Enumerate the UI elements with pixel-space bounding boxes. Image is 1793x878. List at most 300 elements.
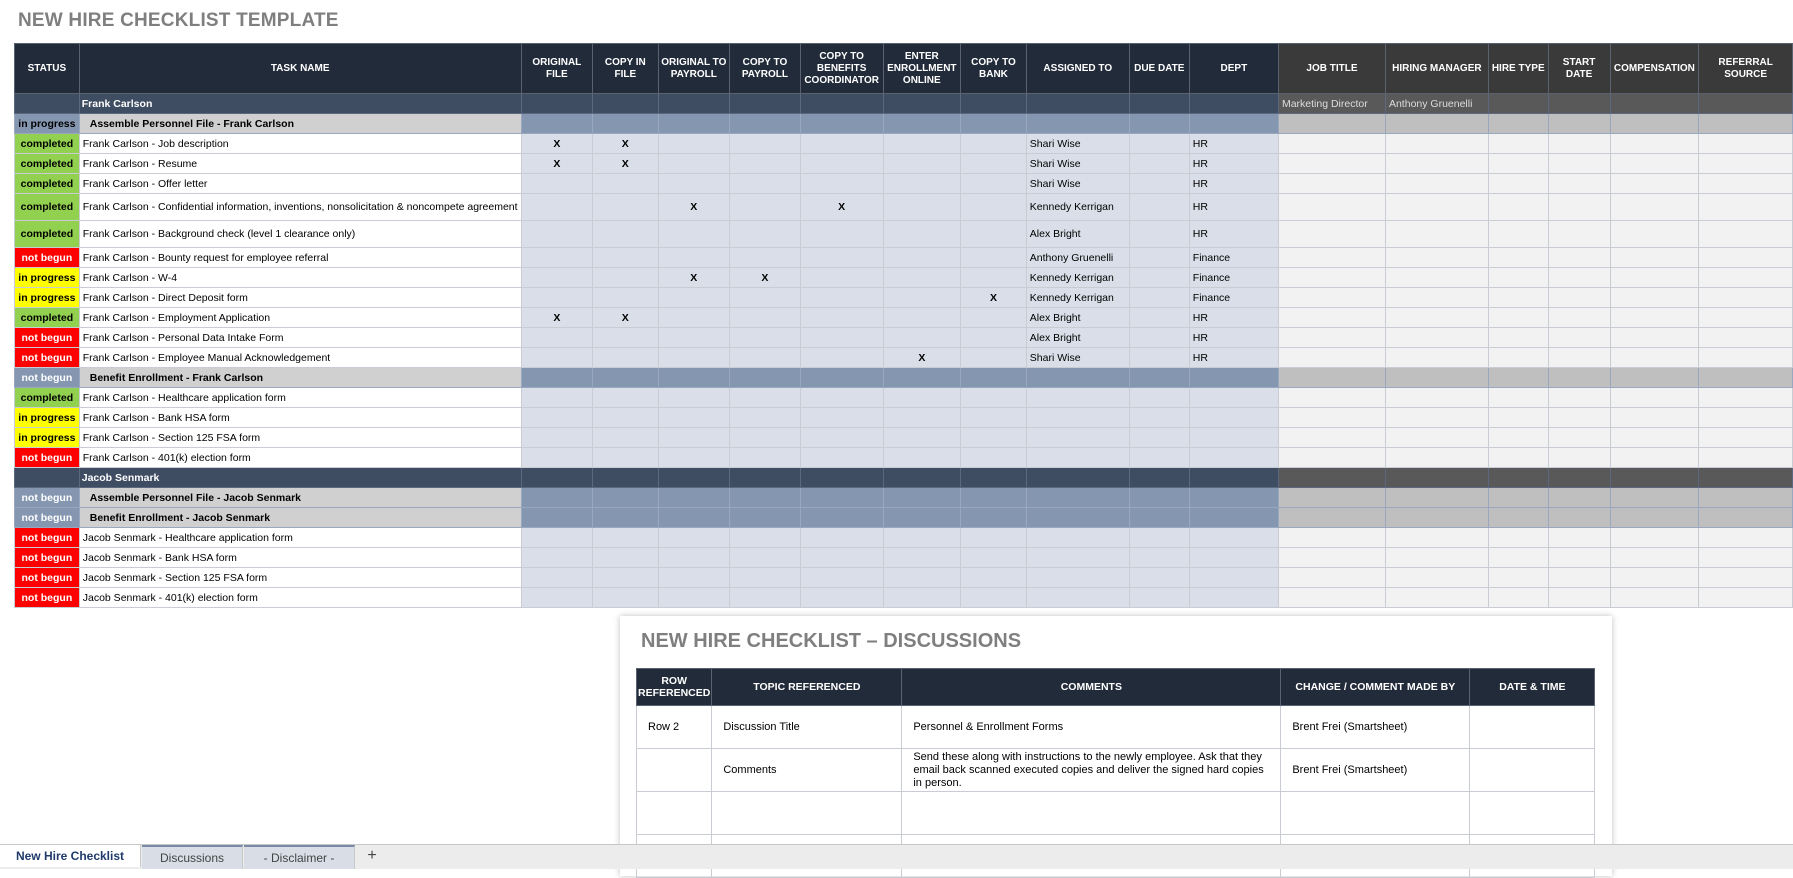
checkbox-cell[interactable]: X bbox=[521, 308, 593, 328]
assigned-cell[interactable]: Alex Bright bbox=[1026, 308, 1129, 328]
referral-cell[interactable] bbox=[1699, 528, 1793, 548]
job-cell[interactable] bbox=[1278, 348, 1385, 368]
checkbox-cell[interactable] bbox=[521, 328, 593, 348]
referral-cell[interactable] bbox=[1699, 568, 1793, 588]
task-name-cell[interactable]: Frank Carlson - Employee Manual Acknowledgement bbox=[79, 348, 521, 368]
checkbox-cell[interactable] bbox=[593, 288, 658, 308]
checkbox-cell[interactable] bbox=[883, 288, 961, 308]
job-cell[interactable] bbox=[1278, 408, 1385, 428]
checkbox-cell[interactable] bbox=[800, 348, 883, 368]
comp-cell[interactable] bbox=[1610, 368, 1699, 388]
checkbox-cell[interactable] bbox=[883, 548, 961, 568]
checkbox-cell[interactable] bbox=[800, 428, 883, 448]
mgr-cell[interactable] bbox=[1385, 134, 1488, 154]
job-cell[interactable] bbox=[1278, 568, 1385, 588]
checkbox-cell[interactable] bbox=[883, 268, 961, 288]
mgr-cell[interactable]: Anthony Gruenelli bbox=[1385, 94, 1488, 114]
task-name-cell[interactable]: Frank Carlson - Background check (level 1 clearance only) bbox=[79, 221, 521, 248]
checkbox-cell[interactable] bbox=[658, 221, 730, 248]
due-cell[interactable] bbox=[1129, 94, 1189, 114]
checkbox-cell[interactable] bbox=[730, 428, 801, 448]
hiretype-cell[interactable] bbox=[1488, 268, 1548, 288]
checkbox-cell[interactable] bbox=[521, 114, 593, 134]
hiretype-cell[interactable] bbox=[1488, 408, 1548, 428]
comp-cell[interactable] bbox=[1610, 508, 1699, 528]
checkbox-cell[interactable] bbox=[961, 174, 1027, 194]
checkbox-cell[interactable] bbox=[521, 268, 593, 288]
referral-cell[interactable] bbox=[1699, 548, 1793, 568]
hiretype-cell[interactable] bbox=[1488, 568, 1548, 588]
status-cell[interactable]: in progress bbox=[15, 288, 80, 308]
start-cell[interactable] bbox=[1548, 548, 1610, 568]
status-cell[interactable]: not begun bbox=[15, 368, 80, 388]
referral-cell[interactable] bbox=[1699, 408, 1793, 428]
tab-disclaimer[interactable]: - Disclaimer - bbox=[244, 845, 355, 869]
checkbox-cell[interactable] bbox=[593, 328, 658, 348]
dept-cell[interactable]: HR bbox=[1189, 221, 1278, 248]
task-name-cell[interactable]: Frank Carlson - 401(k) election form bbox=[79, 448, 521, 468]
mgr-cell[interactable] bbox=[1385, 468, 1488, 488]
checkbox-cell[interactable] bbox=[593, 268, 658, 288]
assigned-cell[interactable] bbox=[1026, 488, 1129, 508]
due-cell[interactable] bbox=[1129, 328, 1189, 348]
checkbox-cell[interactable] bbox=[593, 174, 658, 194]
checkbox-cell[interactable] bbox=[593, 348, 658, 368]
checkbox-cell[interactable] bbox=[961, 368, 1027, 388]
checkbox-cell[interactable] bbox=[658, 548, 730, 568]
checkbox-cell[interactable] bbox=[961, 221, 1027, 248]
hiretype-cell[interactable] bbox=[1488, 348, 1548, 368]
checkbox-cell[interactable] bbox=[883, 468, 961, 488]
job-cell[interactable] bbox=[1278, 134, 1385, 154]
dept-cell[interactable]: HR bbox=[1189, 348, 1278, 368]
referral-cell[interactable] bbox=[1699, 328, 1793, 348]
mgr-cell[interactable] bbox=[1385, 488, 1488, 508]
mgr-cell[interactable] bbox=[1385, 328, 1488, 348]
checkbox-cell[interactable]: X bbox=[593, 134, 658, 154]
checkbox-cell[interactable] bbox=[521, 348, 593, 368]
task-name-cell[interactable]: Frank Carlson - Employment Application bbox=[79, 308, 521, 328]
discussion-cell[interactable]: Brent Frei (Smartsheet) bbox=[1281, 706, 1470, 749]
assigned-cell[interactable]: Kennedy Kerrigan bbox=[1026, 268, 1129, 288]
checkbox-cell[interactable] bbox=[730, 588, 801, 608]
dept-cell[interactable] bbox=[1189, 468, 1278, 488]
start-cell[interactable] bbox=[1548, 508, 1610, 528]
discussion-cell[interactable] bbox=[1470, 706, 1595, 749]
assigned-cell[interactable]: Kennedy Kerrigan bbox=[1026, 288, 1129, 308]
column-header[interactable]: JOB TITLE bbox=[1278, 44, 1385, 94]
mgr-cell[interactable] bbox=[1385, 508, 1488, 528]
comp-cell[interactable] bbox=[1610, 194, 1699, 221]
due-cell[interactable] bbox=[1129, 348, 1189, 368]
job-cell[interactable] bbox=[1278, 428, 1385, 448]
status-cell[interactable]: not begun bbox=[15, 568, 80, 588]
checkbox-cell[interactable] bbox=[593, 194, 658, 221]
comp-cell[interactable] bbox=[1610, 288, 1699, 308]
job-cell[interactable] bbox=[1278, 308, 1385, 328]
checkbox-cell[interactable] bbox=[658, 448, 730, 468]
comp-cell[interactable] bbox=[1610, 114, 1699, 134]
checkbox-cell[interactable] bbox=[800, 134, 883, 154]
checkbox-cell[interactable] bbox=[521, 408, 593, 428]
task-name-cell[interactable]: Frank Carlson - Healthcare application form bbox=[79, 388, 521, 408]
mgr-cell[interactable] bbox=[1385, 268, 1488, 288]
checkbox-cell[interactable] bbox=[800, 221, 883, 248]
checkbox-cell[interactable] bbox=[961, 528, 1027, 548]
checkbox-cell[interactable]: X bbox=[658, 194, 730, 221]
checkbox-cell[interactable] bbox=[658, 154, 730, 174]
checkbox-cell[interactable] bbox=[730, 508, 801, 528]
start-cell[interactable] bbox=[1548, 114, 1610, 134]
start-cell[interactable] bbox=[1548, 94, 1610, 114]
hiretype-cell[interactable] bbox=[1488, 368, 1548, 388]
referral-cell[interactable] bbox=[1699, 368, 1793, 388]
status-cell[interactable]: not begun bbox=[15, 588, 80, 608]
job-cell[interactable] bbox=[1278, 588, 1385, 608]
checkbox-cell[interactable] bbox=[800, 408, 883, 428]
due-cell[interactable] bbox=[1129, 508, 1189, 528]
mgr-cell[interactable] bbox=[1385, 388, 1488, 408]
column-header[interactable]: COPY TO PAYROLL bbox=[730, 44, 801, 94]
checkbox-cell[interactable] bbox=[593, 248, 658, 268]
status-cell[interactable]: completed bbox=[15, 154, 80, 174]
referral-cell[interactable] bbox=[1699, 428, 1793, 448]
checkbox-cell[interactable] bbox=[658, 488, 730, 508]
hiretype-cell[interactable] bbox=[1488, 468, 1548, 488]
due-cell[interactable] bbox=[1129, 268, 1189, 288]
start-cell[interactable] bbox=[1548, 348, 1610, 368]
checkbox-cell[interactable] bbox=[593, 368, 658, 388]
assigned-cell[interactable] bbox=[1026, 468, 1129, 488]
checkbox-cell[interactable]: X bbox=[961, 288, 1027, 308]
start-cell[interactable] bbox=[1548, 288, 1610, 308]
checkbox-cell[interactable] bbox=[730, 134, 801, 154]
checkbox-cell[interactable] bbox=[961, 488, 1027, 508]
checkbox-cell[interactable] bbox=[521, 488, 593, 508]
discussion-cell[interactable]: Brent Frei (Smartsheet) bbox=[1281, 749, 1470, 792]
checkbox-cell[interactable] bbox=[521, 388, 593, 408]
task-name-cell[interactable]: Assemble Personnel File - Frank Carlson bbox=[79, 114, 521, 134]
checkbox-cell[interactable] bbox=[800, 528, 883, 548]
checkbox-cell[interactable] bbox=[593, 588, 658, 608]
column-header[interactable]: ORIGINAL FILE bbox=[521, 44, 593, 94]
discussion-cell[interactable] bbox=[902, 792, 1281, 835]
checkbox-cell[interactable] bbox=[593, 94, 658, 114]
checkbox-cell[interactable] bbox=[961, 508, 1027, 528]
mgr-cell[interactable] bbox=[1385, 588, 1488, 608]
comp-cell[interactable] bbox=[1610, 388, 1699, 408]
checkbox-cell[interactable] bbox=[521, 94, 593, 114]
checkbox-cell[interactable] bbox=[658, 328, 730, 348]
assigned-cell[interactable] bbox=[1026, 508, 1129, 528]
checkbox-cell[interactable] bbox=[658, 468, 730, 488]
mgr-cell[interactable] bbox=[1385, 348, 1488, 368]
dept-cell[interactable] bbox=[1189, 508, 1278, 528]
column-header[interactable]: COPY IN FILE bbox=[593, 44, 658, 94]
checkbox-cell[interactable] bbox=[730, 154, 801, 174]
hiretype-cell[interactable] bbox=[1488, 388, 1548, 408]
checkbox-cell[interactable] bbox=[658, 348, 730, 368]
due-cell[interactable] bbox=[1129, 428, 1189, 448]
task-name-cell[interactable]: Jacob Senmark bbox=[79, 468, 521, 488]
checkbox-cell[interactable] bbox=[883, 248, 961, 268]
checkbox-cell[interactable] bbox=[658, 248, 730, 268]
hiretype-cell[interactable] bbox=[1488, 448, 1548, 468]
due-cell[interactable] bbox=[1129, 174, 1189, 194]
start-cell[interactable] bbox=[1548, 174, 1610, 194]
dept-cell[interactable]: HR bbox=[1189, 154, 1278, 174]
discussion-column-header[interactable]: CHANGE / COMMENT MADE BY bbox=[1281, 669, 1470, 706]
dept-cell[interactable] bbox=[1189, 388, 1278, 408]
discussion-cell[interactable] bbox=[1470, 749, 1595, 792]
comp-cell[interactable] bbox=[1610, 548, 1699, 568]
checkbox-cell[interactable] bbox=[658, 134, 730, 154]
referral-cell[interactable] bbox=[1699, 114, 1793, 134]
add-sheet-button[interactable]: + bbox=[367, 847, 377, 864]
checkbox-cell[interactable] bbox=[658, 174, 730, 194]
checkbox-cell[interactable] bbox=[658, 568, 730, 588]
start-cell[interactable] bbox=[1548, 248, 1610, 268]
checkbox-cell[interactable] bbox=[800, 154, 883, 174]
checkbox-cell[interactable] bbox=[800, 508, 883, 528]
task-name-cell[interactable]: Frank Carlson - Bounty request for employee referral bbox=[79, 248, 521, 268]
assigned-cell[interactable] bbox=[1026, 528, 1129, 548]
checkbox-cell[interactable]: X bbox=[521, 134, 593, 154]
dept-cell[interactable]: Finance bbox=[1189, 288, 1278, 308]
referral-cell[interactable] bbox=[1699, 508, 1793, 528]
checkbox-cell[interactable] bbox=[730, 328, 801, 348]
hiretype-cell[interactable] bbox=[1488, 134, 1548, 154]
comp-cell[interactable] bbox=[1610, 248, 1699, 268]
job-cell[interactable] bbox=[1278, 448, 1385, 468]
comp-cell[interactable] bbox=[1610, 488, 1699, 508]
discussion-column-header[interactable]: TOPIC REFERENCED bbox=[712, 669, 902, 706]
comp-cell[interactable] bbox=[1610, 428, 1699, 448]
status-cell[interactable]: not begun bbox=[15, 348, 80, 368]
checkbox-cell[interactable] bbox=[883, 408, 961, 428]
due-cell[interactable] bbox=[1129, 194, 1189, 221]
comp-cell[interactable] bbox=[1610, 154, 1699, 174]
hiretype-cell[interactable] bbox=[1488, 548, 1548, 568]
start-cell[interactable] bbox=[1548, 134, 1610, 154]
status-cell[interactable]: not begun bbox=[15, 508, 80, 528]
due-cell[interactable] bbox=[1129, 488, 1189, 508]
mgr-cell[interactable] bbox=[1385, 408, 1488, 428]
assigned-cell[interactable] bbox=[1026, 588, 1129, 608]
checkbox-cell[interactable] bbox=[883, 508, 961, 528]
referral-cell[interactable] bbox=[1699, 488, 1793, 508]
checkbox-cell[interactable] bbox=[521, 428, 593, 448]
comp-cell[interactable] bbox=[1610, 468, 1699, 488]
task-name-cell[interactable]: Frank Carlson - Bank HSA form bbox=[79, 408, 521, 428]
hiretype-cell[interactable] bbox=[1488, 308, 1548, 328]
checkbox-cell[interactable] bbox=[800, 268, 883, 288]
status-cell[interactable]: not begun bbox=[15, 448, 80, 468]
column-header[interactable]: COPY TO BENEFITS COORDINATOR bbox=[800, 44, 883, 94]
checkbox-cell[interactable]: X bbox=[658, 268, 730, 288]
dept-cell[interactable] bbox=[1189, 568, 1278, 588]
checkbox-cell[interactable] bbox=[730, 114, 801, 134]
start-cell[interactable] bbox=[1548, 194, 1610, 221]
checkbox-cell[interactable] bbox=[521, 528, 593, 548]
due-cell[interactable] bbox=[1129, 114, 1189, 134]
task-name-cell[interactable]: Jacob Senmark - 401(k) election form bbox=[79, 588, 521, 608]
dept-cell[interactable] bbox=[1189, 488, 1278, 508]
task-name-cell[interactable]: Benefit Enrollment - Jacob Senmark bbox=[79, 508, 521, 528]
hiretype-cell[interactable] bbox=[1488, 428, 1548, 448]
checkbox-cell[interactable] bbox=[883, 588, 961, 608]
start-cell[interactable] bbox=[1548, 221, 1610, 248]
discussion-cell[interactable] bbox=[1281, 792, 1470, 835]
checkbox-cell[interactable] bbox=[961, 348, 1027, 368]
column-header[interactable]: STATUS bbox=[15, 44, 80, 94]
task-name-cell[interactable]: Assemble Personnel File - Jacob Senmark bbox=[79, 488, 521, 508]
task-name-cell[interactable]: Benefit Enrollment - Frank Carlson bbox=[79, 368, 521, 388]
status-cell[interactable]: completed bbox=[15, 174, 80, 194]
assigned-cell[interactable]: Shari Wise bbox=[1026, 154, 1129, 174]
checkbox-cell[interactable]: X bbox=[883, 348, 961, 368]
due-cell[interactable] bbox=[1129, 221, 1189, 248]
job-cell[interactable] bbox=[1278, 268, 1385, 288]
checkbox-cell[interactable] bbox=[658, 94, 730, 114]
checkbox-cell[interactable] bbox=[593, 428, 658, 448]
start-cell[interactable] bbox=[1548, 154, 1610, 174]
checkbox-cell[interactable] bbox=[521, 248, 593, 268]
checkbox-cell[interactable] bbox=[883, 194, 961, 221]
checkbox-cell[interactable] bbox=[658, 114, 730, 134]
dept-cell[interactable] bbox=[1189, 588, 1278, 608]
job-cell[interactable]: Marketing Director bbox=[1278, 94, 1385, 114]
task-name-cell[interactable]: Frank Carlson - Offer letter bbox=[79, 174, 521, 194]
checkbox-cell[interactable] bbox=[521, 194, 593, 221]
checkbox-cell[interactable] bbox=[658, 428, 730, 448]
dept-cell[interactable] bbox=[1189, 448, 1278, 468]
comp-cell[interactable] bbox=[1610, 448, 1699, 468]
checkbox-cell[interactable] bbox=[961, 548, 1027, 568]
checkbox-cell[interactable] bbox=[883, 568, 961, 588]
checkbox-cell[interactable] bbox=[521, 548, 593, 568]
checkbox-cell[interactable] bbox=[658, 408, 730, 428]
checkbox-cell[interactable] bbox=[593, 548, 658, 568]
mgr-cell[interactable] bbox=[1385, 174, 1488, 194]
checkbox-cell[interactable] bbox=[658, 308, 730, 328]
due-cell[interactable] bbox=[1129, 154, 1189, 174]
referral-cell[interactable] bbox=[1699, 588, 1793, 608]
assigned-cell[interactable]: Anthony Gruenelli bbox=[1026, 248, 1129, 268]
mgr-cell[interactable] bbox=[1385, 248, 1488, 268]
column-header[interactable]: ASSIGNED TO bbox=[1026, 44, 1129, 94]
hiretype-cell[interactable] bbox=[1488, 194, 1548, 221]
checkbox-cell[interactable] bbox=[593, 488, 658, 508]
checkbox-cell[interactable] bbox=[521, 368, 593, 388]
hiretype-cell[interactable] bbox=[1488, 588, 1548, 608]
column-header[interactable]: REFERRAL SOURCE bbox=[1699, 44, 1793, 94]
checkbox-cell[interactable]: X bbox=[593, 308, 658, 328]
checkbox-cell[interactable] bbox=[521, 288, 593, 308]
checkbox-cell[interactable] bbox=[800, 248, 883, 268]
checkbox-cell[interactable] bbox=[593, 221, 658, 248]
checkbox-cell[interactable] bbox=[883, 528, 961, 548]
checkbox-cell[interactable] bbox=[800, 388, 883, 408]
checkbox-cell[interactable] bbox=[658, 508, 730, 528]
checkbox-cell[interactable] bbox=[730, 194, 801, 221]
comp-cell[interactable] bbox=[1610, 308, 1699, 328]
checkbox-cell[interactable] bbox=[961, 328, 1027, 348]
start-cell[interactable] bbox=[1548, 568, 1610, 588]
checkbox-cell[interactable]: X bbox=[800, 194, 883, 221]
checkbox-cell[interactable] bbox=[961, 194, 1027, 221]
assigned-cell[interactable] bbox=[1026, 368, 1129, 388]
comp-cell[interactable] bbox=[1610, 268, 1699, 288]
dept-cell[interactable] bbox=[1189, 368, 1278, 388]
dept-cell[interactable]: HR bbox=[1189, 174, 1278, 194]
due-cell[interactable] bbox=[1129, 308, 1189, 328]
referral-cell[interactable] bbox=[1699, 248, 1793, 268]
hiretype-cell[interactable] bbox=[1488, 154, 1548, 174]
checkbox-cell[interactable] bbox=[883, 114, 961, 134]
assigned-cell[interactable] bbox=[1026, 548, 1129, 568]
dept-cell[interactable]: HR bbox=[1189, 194, 1278, 221]
mgr-cell[interactable] bbox=[1385, 368, 1488, 388]
status-cell[interactable]: completed bbox=[15, 388, 80, 408]
due-cell[interactable] bbox=[1129, 468, 1189, 488]
checkbox-cell[interactable]: X bbox=[730, 268, 801, 288]
mgr-cell[interactable] bbox=[1385, 288, 1488, 308]
checkbox-cell[interactable] bbox=[961, 468, 1027, 488]
start-cell[interactable] bbox=[1548, 428, 1610, 448]
checkbox-cell[interactable] bbox=[961, 408, 1027, 428]
due-cell[interactable] bbox=[1129, 388, 1189, 408]
checkbox-cell[interactable] bbox=[730, 468, 801, 488]
checkbox-cell[interactable] bbox=[593, 528, 658, 548]
discussion-cell[interactable]: Comments bbox=[712, 749, 902, 792]
start-cell[interactable] bbox=[1548, 408, 1610, 428]
job-cell[interactable] bbox=[1278, 221, 1385, 248]
checkbox-cell[interactable] bbox=[730, 528, 801, 548]
checkbox-cell[interactable] bbox=[521, 468, 593, 488]
discussion-column-header[interactable]: DATE & TIME bbox=[1470, 669, 1595, 706]
start-cell[interactable] bbox=[1548, 488, 1610, 508]
checkbox-cell[interactable] bbox=[593, 508, 658, 528]
task-name-cell[interactable]: Jacob Senmark - Healthcare application form bbox=[79, 528, 521, 548]
referral-cell[interactable] bbox=[1699, 348, 1793, 368]
checkbox-cell[interactable] bbox=[800, 468, 883, 488]
checkbox-cell[interactable] bbox=[883, 328, 961, 348]
column-header[interactable]: HIRE TYPE bbox=[1488, 44, 1548, 94]
status-cell[interactable]: not begun bbox=[15, 548, 80, 568]
checkbox-cell[interactable] bbox=[800, 114, 883, 134]
checkbox-cell[interactable] bbox=[730, 174, 801, 194]
dept-cell[interactable]: Finance bbox=[1189, 248, 1278, 268]
due-cell[interactable] bbox=[1129, 248, 1189, 268]
task-name-cell[interactable]: Frank Carlson - Direct Deposit form bbox=[79, 288, 521, 308]
task-name-cell[interactable]: Frank Carlson - W-4 bbox=[79, 268, 521, 288]
checkbox-cell[interactable] bbox=[730, 408, 801, 428]
mgr-cell[interactable] bbox=[1385, 528, 1488, 548]
referral-cell[interactable] bbox=[1699, 448, 1793, 468]
comp-cell[interactable] bbox=[1610, 94, 1699, 114]
hiretype-cell[interactable] bbox=[1488, 528, 1548, 548]
dept-cell[interactable] bbox=[1189, 408, 1278, 428]
due-cell[interactable] bbox=[1129, 368, 1189, 388]
task-name-cell[interactable]: Frank Carlson bbox=[79, 94, 521, 114]
discussion-cell[interactable]: Personnel & Enrollment Forms bbox=[902, 706, 1281, 749]
checkbox-cell[interactable] bbox=[883, 388, 961, 408]
checkbox-cell[interactable] bbox=[730, 248, 801, 268]
checkbox-cell[interactable] bbox=[883, 448, 961, 468]
due-cell[interactable] bbox=[1129, 288, 1189, 308]
task-name-cell[interactable]: Frank Carlson - Section 125 FSA form bbox=[79, 428, 521, 448]
